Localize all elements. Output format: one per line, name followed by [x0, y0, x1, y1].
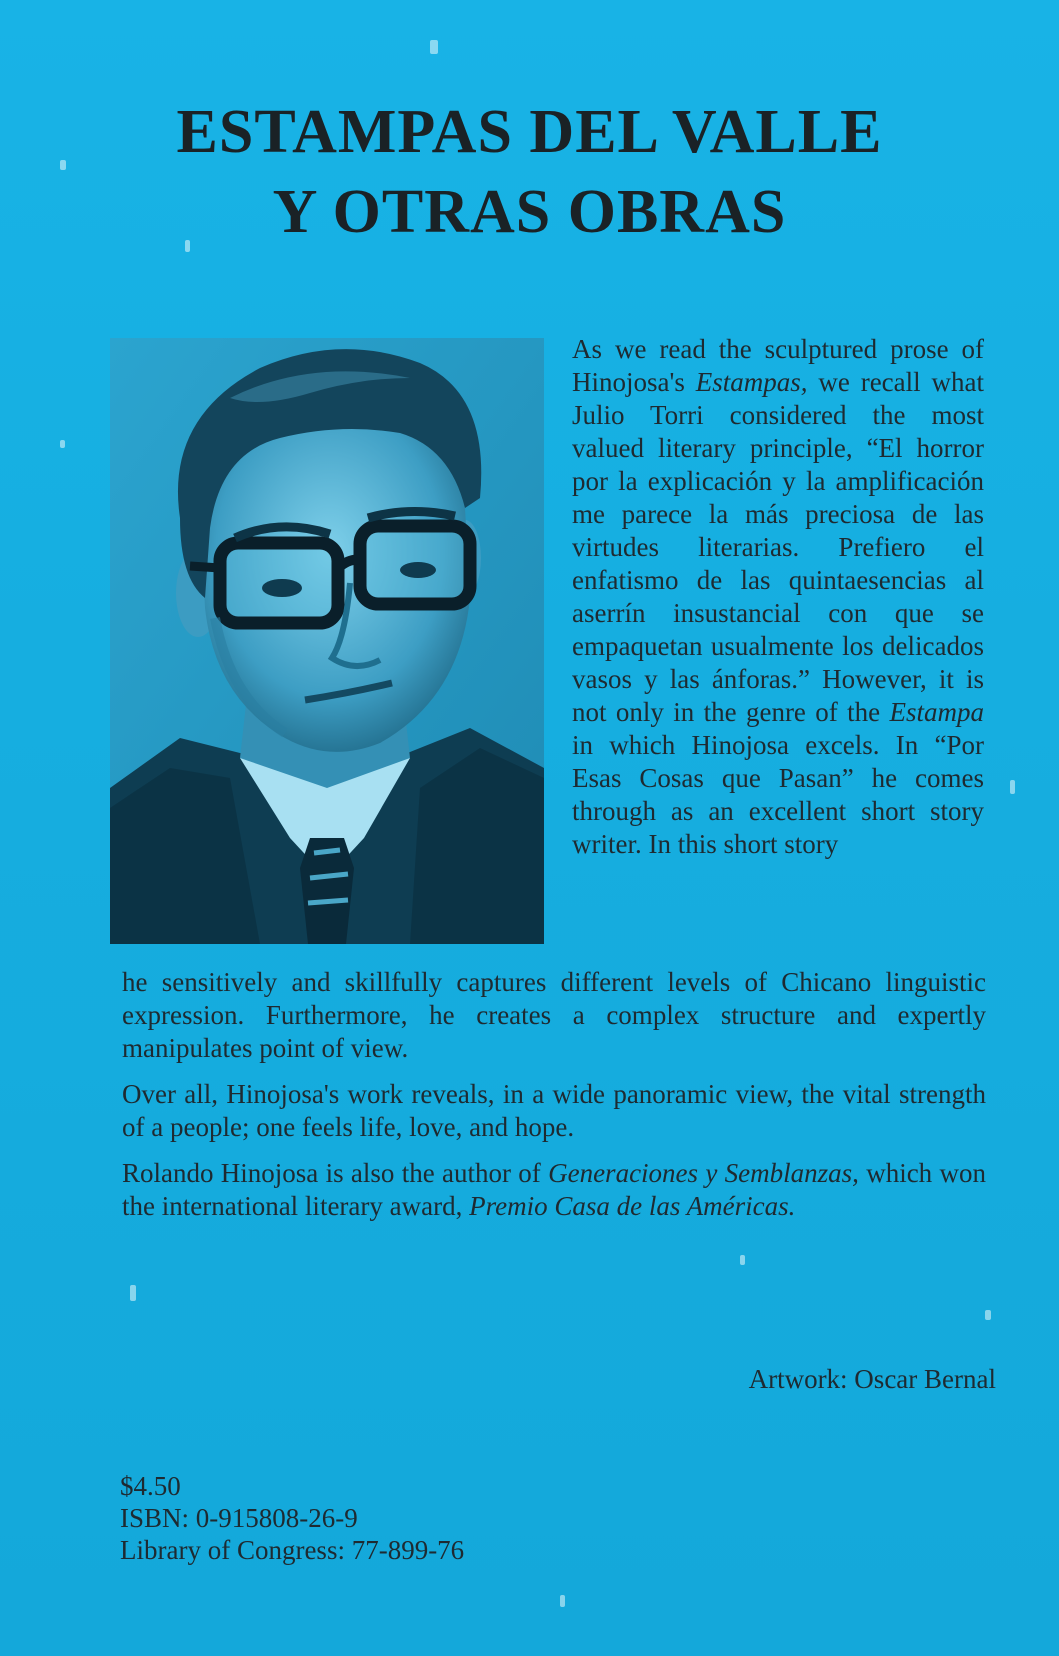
description-side-column — [572, 333, 984, 861]
publication-info — [120, 1470, 464, 1566]
wear-speck — [60, 160, 66, 170]
side-text-run-5: in which Hinojosa excels. In “Por Esas Cosas que Pasan” he comes through as an excellent short story writer. In this short story — [572, 730, 984, 859]
wear-speck — [740, 1255, 745, 1265]
para3-run-1: Rolando Hinojosa is also the author of — [122, 1158, 549, 1188]
side-text-run-1: As we read the sculptured prose of Hinojosa's — [572, 334, 984, 397]
description-paragraph-3 — [122, 1157, 986, 1223]
wear-speck — [130, 1285, 136, 1301]
author-portrait-photo — [110, 338, 544, 944]
para3-run-3: which won the international literary award, — [122, 1158, 986, 1221]
side-text-run-4-italic: Estampa — [889, 697, 984, 727]
book-title — [0, 92, 1059, 252]
side-text-run-3: we recall what Julio Torri considered the most valued literary principle, “El horror por la explicación y la amplificación me parece la más preciosa de las virtudes literarias. Prefiero el enfatismo de las quintaesencias al aserrín insustancial con que se empaquetan usualmente los delicados vasos y las ánforas.” However, it is not only in the genre of the — [572, 367, 984, 727]
wear-speck — [60, 440, 65, 448]
wear-speck — [430, 40, 438, 54]
price: $4.50 — [120, 1471, 181, 1501]
wear-speck — [985, 1310, 991, 1320]
description-paragraph-2: Over all, Hinojosa's work reveals, in a wide panoramic view, the vital strength of a people; one feels life, love, and hope. — [122, 1079, 986, 1142]
library-of-congress-number: Library of Congress: 77-899-76 — [120, 1535, 465, 1565]
title-line-1: ESTAMPAS DEL VALLE — [176, 98, 883, 166]
title-line-2: Y OTRAS OBRAS — [272, 178, 787, 246]
artwork-credit: Artwork: Oscar Bernal — [748, 1364, 996, 1394]
wear-speck — [560, 1595, 565, 1607]
wear-speck — [1010, 780, 1015, 794]
isbn: ISBN: 0-915808-26-9 — [120, 1503, 358, 1533]
description-paragraph-1 — [572, 333, 984, 861]
description-continuation: he sensitively and skillfully captures different levels of Chicano linguistic expression. Furthermore, he creates a complex structure and expertly manipulates point of view. — [122, 967, 986, 1063]
para3-run-2-italic: Generaciones y Semblanzas, — [548, 1158, 859, 1188]
description-full-width — [122, 966, 986, 1223]
wear-speck — [185, 240, 190, 252]
side-text-run-2-italic: Estampas, — [695, 367, 808, 397]
para3-run-4-italic: Premio Casa de las Américas. — [469, 1191, 796, 1221]
